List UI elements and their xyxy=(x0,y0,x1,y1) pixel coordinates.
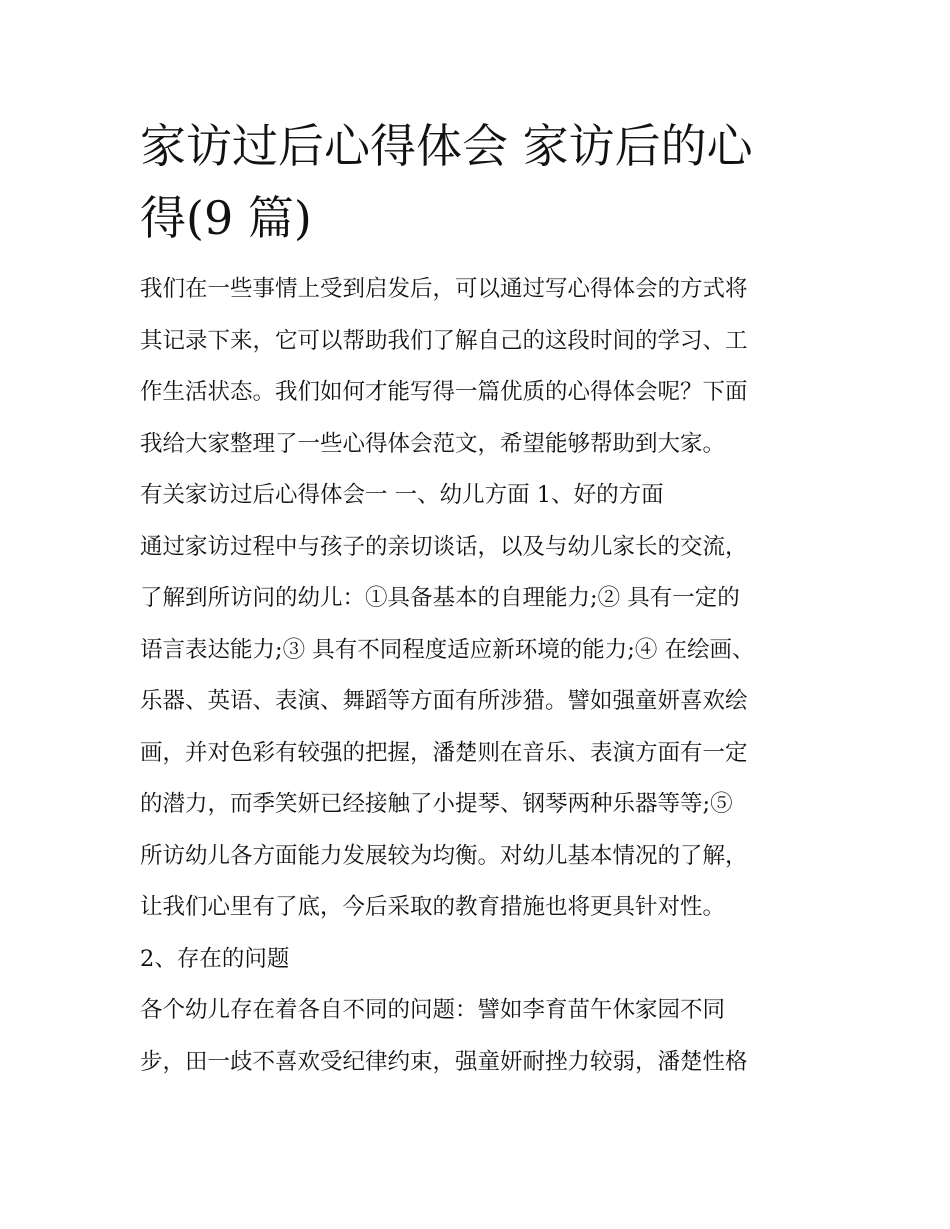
text-line: 作生活状态。我们如何才能写得一篇优质的心得体会呢？下面 xyxy=(140,379,748,405)
text-line: 各个幼儿存在着各自不同的问题：譬如李育苗午休家园不同 xyxy=(140,997,726,1023)
text-line: 让我们心里有了底，今后采取的教育措施也将更具针对性。 xyxy=(140,894,726,920)
document-page xyxy=(140,110,820,1088)
text-line: 步，田一歧不喜欢受纪律约束，强童妍耐挫力较弱，潘楚性格 xyxy=(140,1048,748,1075)
text-line: 我给大家整理了一些心得体会范文，希望能够帮助到大家。 xyxy=(140,430,726,457)
text-line: 画，并对色彩有较强的把握，潘楚则在音乐、表演方面有一定 xyxy=(140,739,748,766)
body-text xyxy=(140,264,820,1088)
text-line: 其记录下来，它可以帮助我们了解自己的这段时间的学习、工 xyxy=(140,327,748,354)
text-line: 通过家访过程中与孩子的亲切谈话，以及与幼儿家长的交流， xyxy=(140,533,748,560)
text-line: 的潜力，而季笑妍已经接触了小提琴、钢琴两种乐器等等;⑤ xyxy=(140,791,733,817)
title-line-1: 家访过后心得体会 家访后的心 xyxy=(140,119,753,173)
title-line-2: 得(9 篇) xyxy=(140,191,312,245)
text-line: 了解到所访问的幼儿：①具备基本的自理能力;② 具有一定的 xyxy=(140,585,740,611)
text-line: 乐器、英语、表演、舞蹈等方面有所涉猎。譬如强童妍喜欢绘 xyxy=(140,688,748,714)
section-heading: 有关家访过后心得体会一 一、幼儿方面 1、好的方面 xyxy=(140,482,664,508)
subsection-heading: 2、存在的问题 xyxy=(140,945,290,972)
document-title xyxy=(140,110,820,254)
text-line: 我们在一些事情上受到启发后，可以通过写心得体会的方式将 xyxy=(140,276,748,302)
text-line: 语言表达能力;③ 具有不同程度适应新环境的能力;④ 在绘画、 xyxy=(140,636,755,663)
text-line: 所访幼儿各方面能力发展较为均衡。对幼儿基本情况的了解， xyxy=(140,842,748,869)
